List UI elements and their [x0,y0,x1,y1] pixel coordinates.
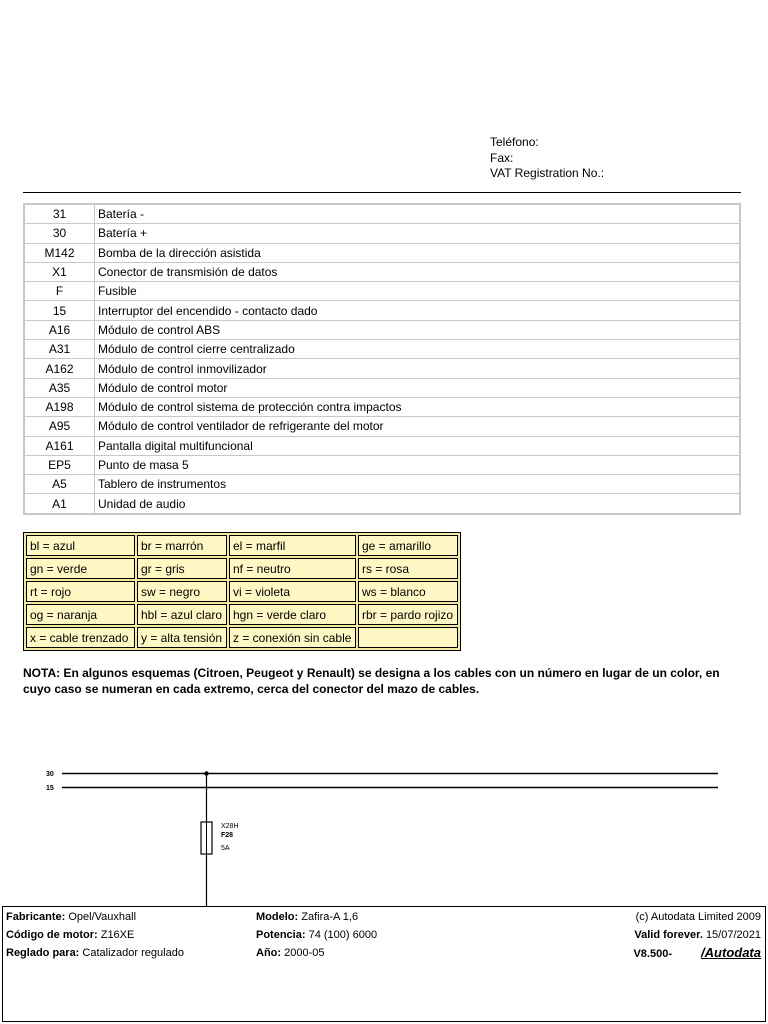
component-code: A198 [24,397,95,416]
legend-row [26,558,458,579]
legend-cell [358,627,458,648]
legend-cell: y = alta tensión [137,627,227,648]
codigo-row [6,928,134,942]
component-code: 15 [24,301,95,320]
copyright-text: (c) Autodata Limited 2009 [635,911,761,923]
component-desc: Conector de transmisión de datos [95,262,741,281]
legend-row [26,627,458,648]
legend-cell: bl = azul [26,535,135,556]
component-code: A35 [24,378,95,397]
component-desc: Módulo de control ventilador de refrigerante del motor [95,417,741,436]
codigo-value: Z16XE [100,929,135,941]
legend-cell: nf = neutro [229,558,356,579]
component-code: A16 [24,320,95,339]
legend-cell: ws = blanco [358,581,458,602]
legend-cell: rbr = pardo rojizo [358,604,458,625]
component-desc: Interruptor del encendido - contacto dado [95,301,741,320]
table-row [24,262,740,281]
fabricante-row [6,910,136,924]
table-row [24,320,740,339]
component-code: X1 [24,262,95,281]
autodata-logo: /Autodata [701,945,761,960]
component-code: 30 [24,224,95,243]
component-desc: Unidad de audio [95,494,741,514]
component-desc: Módulo de control sistema de protección contra impactos [95,397,741,416]
fuse-id-label: F28 [221,832,234,839]
ano-row [256,946,324,960]
component-desc: Batería + [95,224,741,243]
component-code: M142 [24,243,95,262]
component-code: A162 [24,359,95,378]
ano-label: Año: [256,947,282,959]
note-text: NOTA: En algunos esquemas (Citroen, Peugeot y Renault) se designa a los cables con un número en lugar de un color, en cuyo caso se numeran en cada extremo, cerca del conector del mazo de cables. [23,666,720,696]
modelo-value: Zafira-A 1,6 [301,911,359,923]
legend-cell: gn = verde [26,558,135,579]
component-desc: Bomba de la dirección asistida [95,243,741,262]
modelo-row [256,910,358,924]
potencia-label: Potencia: [256,929,306,941]
table-row [24,378,740,397]
footer-info-box [2,906,766,1022]
ano-value: 2000-05 [284,947,325,959]
component-code: A31 [24,340,95,359]
table-row [24,204,740,224]
component-code: A1 [24,494,95,514]
legend-cell: x = cable trenzado [26,627,135,648]
fabricante-label: Fabricante: [6,911,66,923]
legend-cell: og = naranja [26,604,135,625]
fax-label: Fax: [490,150,514,165]
table-row [24,340,740,359]
legend-cell: z = conexión sin cable [229,627,356,648]
fuse-rating-label: 5A [221,845,230,852]
table-row [24,359,740,378]
reglado-label: Reglado para: [6,947,80,959]
legend-cell: vi = violeta [229,581,356,602]
reglado-value: Catalizador regulado [82,947,184,959]
legend-cell: el = marfil [229,535,356,556]
table-row [24,282,740,301]
component-desc: Módulo de control motor [95,378,741,397]
component-desc: Tablero de instrumentos [95,475,741,494]
component-code: A5 [24,475,95,494]
legend-cell: sw = negro [137,581,227,602]
valid-label: Valid forever. [634,929,703,941]
wiring-diagram [0,760,768,906]
component-code: A161 [24,436,95,455]
potencia-row [256,928,377,942]
components-table [23,203,741,515]
legend-cell: hgn = verde claro [229,604,356,625]
table-row [24,243,740,262]
component-desc: Módulo de control inmovilizador [95,359,741,378]
table-row [24,397,740,416]
legend-row [26,535,458,556]
table-row [24,301,740,320]
wire-label-30: 30 [46,771,54,778]
component-desc: Módulo de control cierre centralizado [95,340,741,359]
wire-color-legend [23,532,461,651]
table-row [24,455,740,474]
table-row [24,475,740,494]
legend-cell: gr = gris [137,558,227,579]
legend-cell: ge = amarillo [358,535,458,556]
wire-label-15: 15 [46,785,54,792]
table-row [24,436,740,455]
valid-date: 15/07/2021 [705,929,761,941]
legend-row [26,604,458,625]
version-row [633,946,761,961]
component-code: 31 [24,204,95,224]
table-row [24,494,740,514]
valid-row [634,928,761,942]
contact-block [490,135,604,182]
header-divider [23,192,741,193]
table-row [24,224,740,243]
component-desc: Pantalla digital multifuncional [95,436,741,455]
component-code: EP5 [24,455,95,474]
version-text: V8.500- [633,948,672,960]
component-desc: Módulo de control ABS [95,320,741,339]
fabricante-value: Opel/Vauxhall [68,911,137,923]
table-row [24,417,740,436]
legend-cell: hbl = azul claro [137,604,227,625]
legend-cell: rt = rojo [26,581,135,602]
component-desc: Punto de masa 5 [95,455,741,474]
component-desc: Fusible [95,282,741,301]
potencia-value: 74 (100) 6000 [308,929,378,941]
legend-cell: rs = rosa [358,558,458,579]
vat-label: VAT Registration No.: [490,166,605,180]
modelo-label: Modelo: [256,911,299,923]
component-code: A95 [24,417,95,436]
telefono-label: Teléfono: [490,135,539,149]
component-desc: Batería - [95,204,741,224]
legend-row [26,581,458,602]
reglado-row [6,946,184,960]
component-code: F [24,282,95,301]
codigo-label: Código de motor: [6,929,98,941]
legend-cell: br = marrón [137,535,227,556]
fuse-location-label: X28H [221,823,239,830]
